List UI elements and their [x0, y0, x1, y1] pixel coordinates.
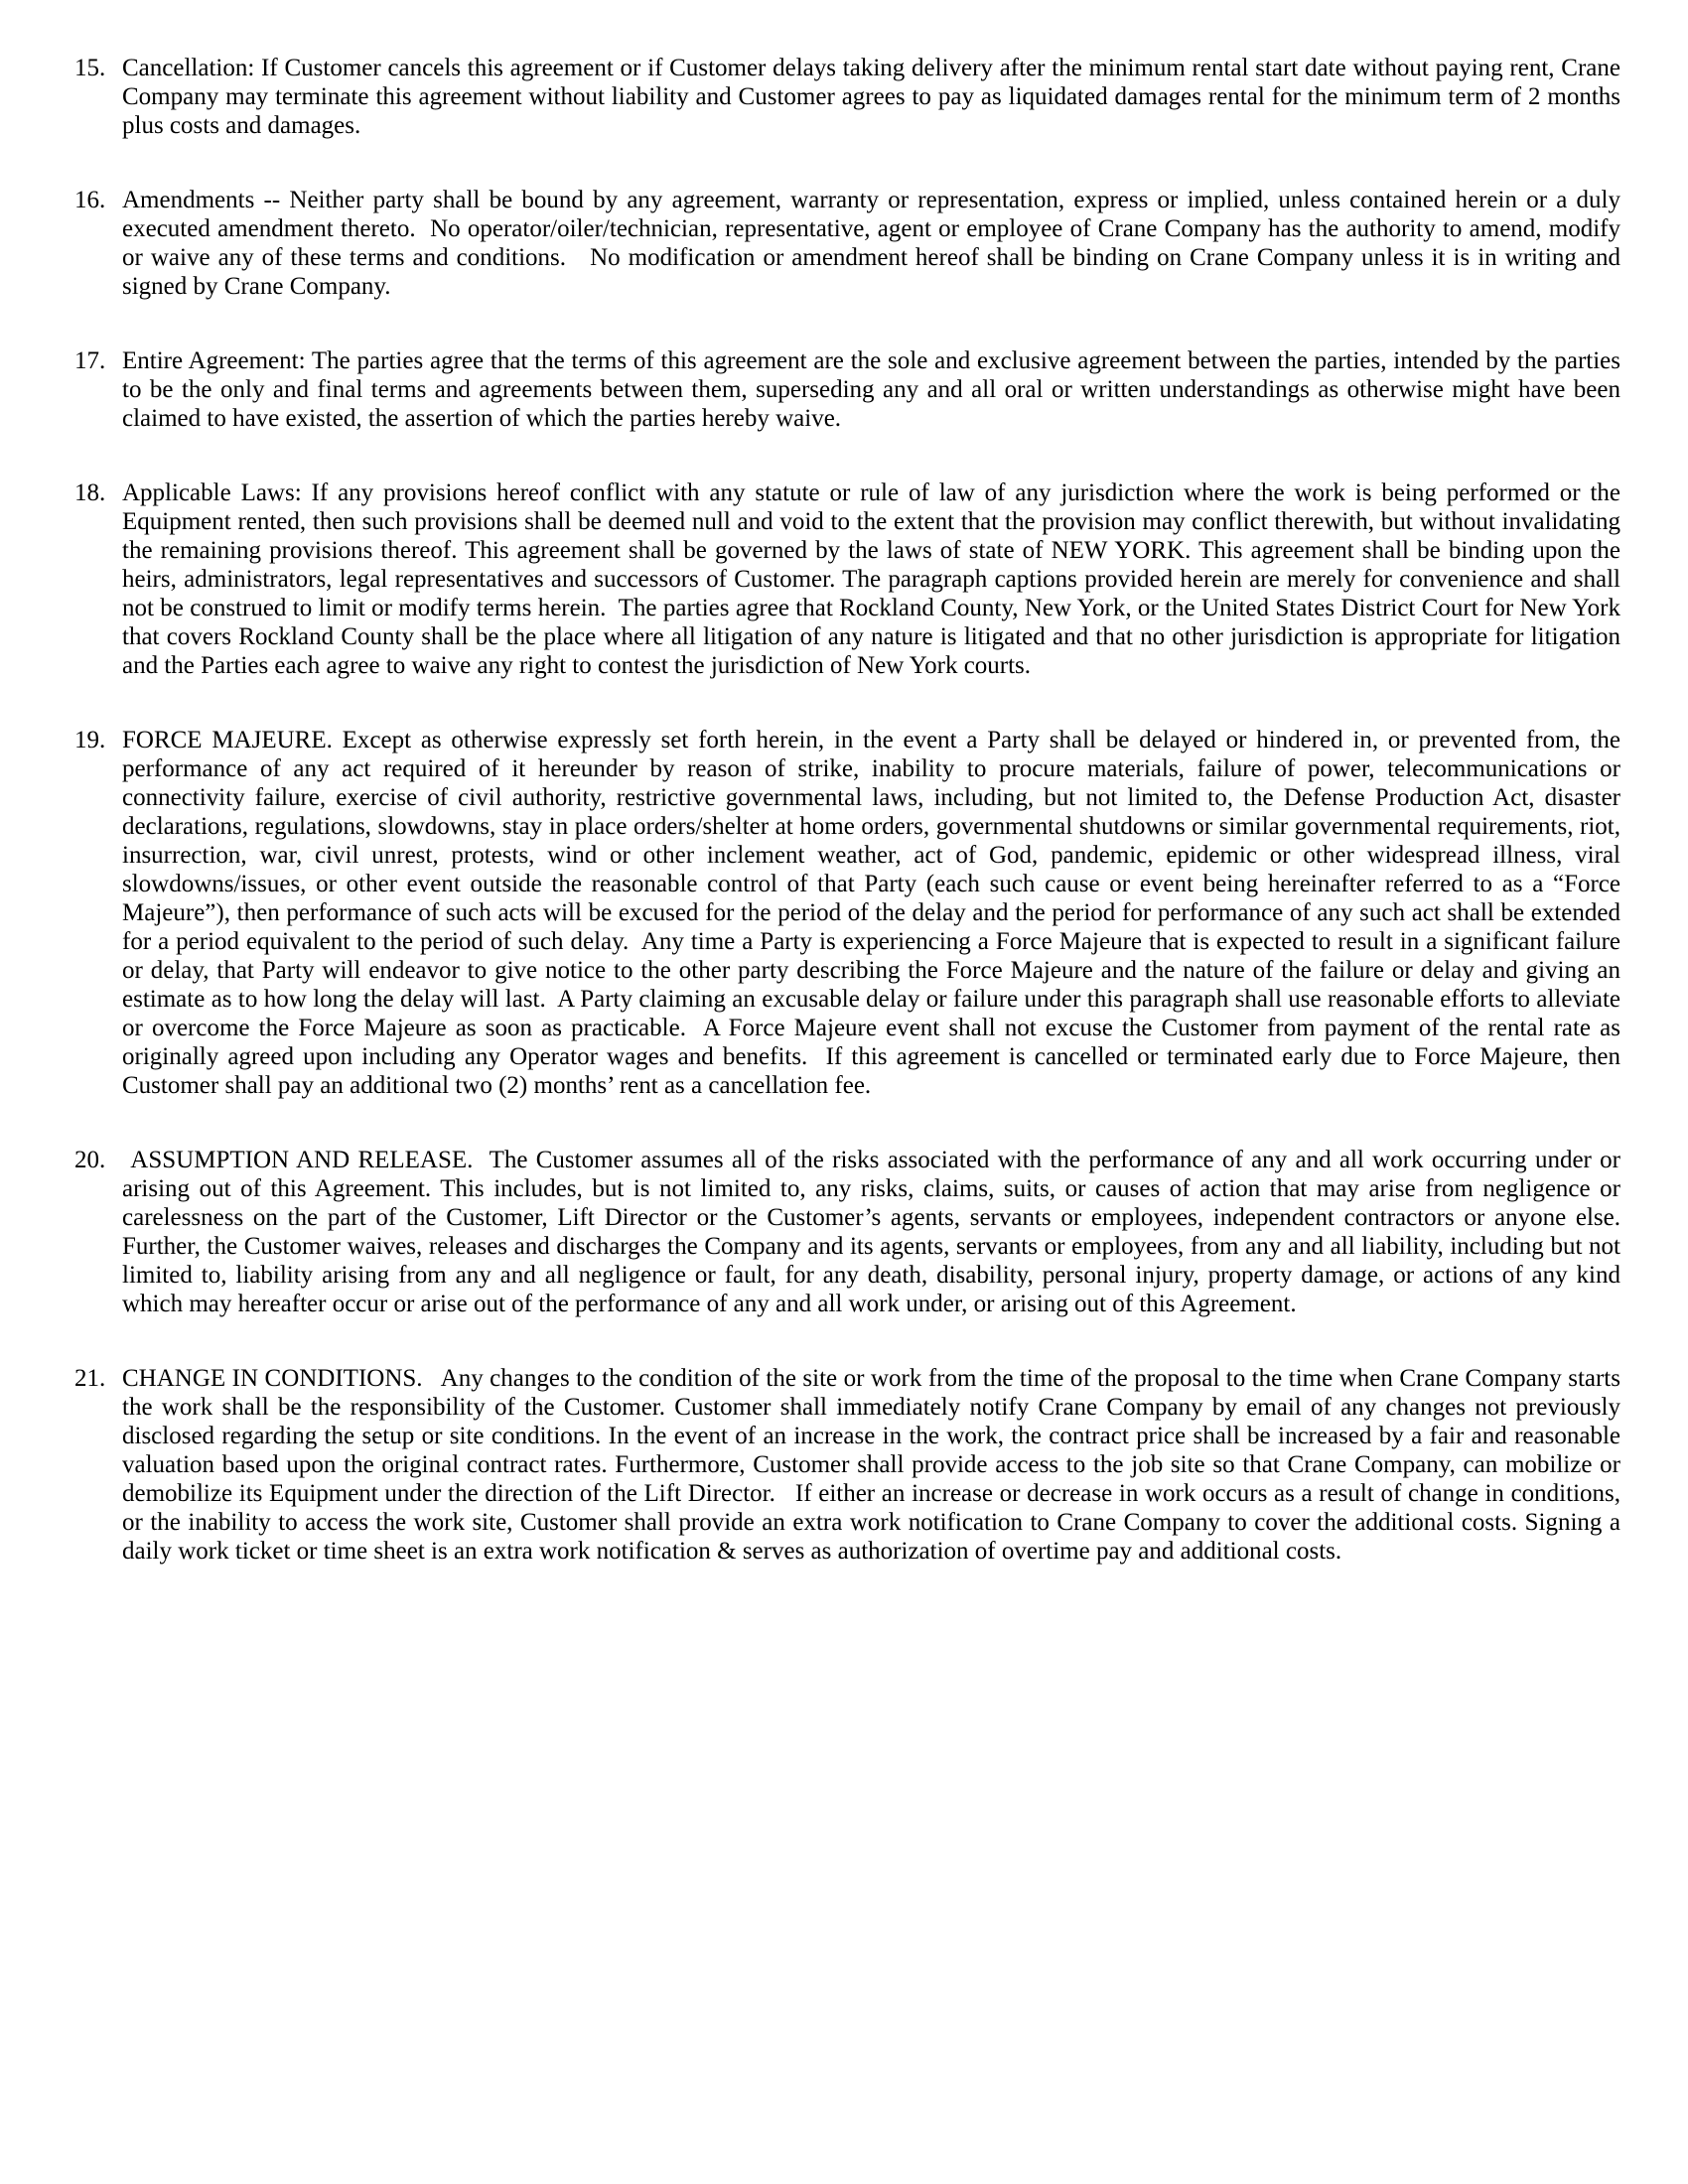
clause-text: Cancellation: If Customer cancels this agreement or if Customer delays taking delivery after the minimum rental start date without paying rent, Crane Company may terminate this agreement without liability and Customer agrees to pay as liquidated damages rental for the minimum term of 2 months plus costs and damages. — [122, 55, 1620, 139]
clause-18-applicable-laws — [74, 478, 1620, 680]
clause-number: 16. — [74, 187, 106, 213]
clause-16-amendments — [74, 186, 1620, 301]
clause-15-cancellation — [74, 54, 1620, 140]
clause-number: 19. — [74, 727, 106, 753]
clause-text: Applicable Laws: If any provisions hereof conflict with any statute or rule of law of any jurisdiction where the work is being performed or the Equipment rented, then such provisions shall be deemed null and void to the extent that the provision may conflict therewith, but without invalidating the remaining provisions thereof. This agreement shall be governed by the laws of state of NEW YORK. This agreement shall be binding upon the heirs, administrators, legal representatives and successors of Customer. The paragraph captions provided herein are merely for convenience and shall not be construed to limit or modify terms herein. The parties agree that Rockland County, New York, or the United States District Court for New York that covers Rockland County shall be the place where all litigation of any nature is litigated and that no other jurisdiction is appropriate for litigation and the Parties each agree to waive any right to contest the jurisdiction of New York courts. — [122, 479, 1620, 679]
clause-number: 15. — [74, 55, 106, 81]
clause-19-force-majeure — [74, 726, 1620, 1100]
clause-number: 20. — [74, 1147, 106, 1173]
clause-text: FORCE MAJEURE. Except as otherwise expressly set forth herein, in the event a Party shall be delayed or hindered in, or prevented from, the performance of any act required of it hereunder by reason of strike, inability to procure materials, failure of power, telecommunications or connectivity failure, exercise of civil authority, restrictive governmental laws, including, but not limited to, the Defense Production Act, disaster declarations, regulations, slowdowns, stay in place orders/shelter at home orders, governmental shutdowns or similar governmental requirements, riot, insurrection, war, civil unrest, protests, wind or other inclement weather, act of God, pandemic, epidemic or other widespread illness, viral slowdowns/issues, or other event outside the reasonable control of that Party (each such cause or event being hereinafter referred to as a “Force Majeure”), then performance of such acts will be excused for the period of the delay and the period for performance of any such act shall be extended for a period equivalent to the period of such delay. Any time a Party is experiencing a Force Majeure that is expected to result in a significant failure or delay, that Party will endeavor to give notice to the other party describing the Force Majeure and the nature of the failure or delay and giving an estimate as to how long the delay will last. A Party claiming an excusable delay or failure under this paragraph shall use reasonable efforts to alleviate or overcome the Force Majeure as soon as practicable. A Force Majeure event shall not excuse the Customer from payment of the rental rate as originally agreed upon including any Operator wages and benefits. If this agreement is cancelled or terminated early due to Force Majeure, then Customer shall pay an additional two (2) months’ rent as a cancellation fee. — [122, 727, 1620, 1099]
clause-number: 21. — [74, 1365, 106, 1392]
clause-number: 17. — [74, 347, 106, 374]
clause-text: Entire Agreement: The parties agree that the terms of this agreement are the sole and exclusive agreement between the parties, intended by the parties to be the only and final terms and agreements between them, superseding any and all oral or written understandings as otherwise might have been claimed to have existed, the assertion of which the parties hereby waive. — [122, 347, 1620, 432]
clause-text: CHANGE IN CONDITIONS. Any changes to the condition of the site or work from the time of the proposal to the time when Crane Company starts the work shall be the responsibility of the Customer. Customer shall immediately notify Crane Company by email of any changes not previously disclosed regarding the setup or site conditions. In the event of an increase in the work, the contract price shall be increased by a fair and reasonable valuation based upon the original contract rates. Furthermore, Customer shall provide access to the job site so that Crane Company, can mobilize or demobilize its Equipment under the direction of the Lift Director. If either an increase or decrease in work occurs as a result of change in conditions, or the inability to access the work site, Customer shall provide an extra work notification to Crane Company to cover the additional costs. Signing a daily work ticket or time sheet is an extra work notification & serves as authorization of overtime pay and additional costs. — [122, 1365, 1620, 1565]
clause-20-assumption-and-release — [74, 1146, 1620, 1318]
clause-21-change-in-conditions — [74, 1364, 1620, 1566]
clause-17-entire-agreement — [74, 346, 1620, 433]
clause-text: Amendments -- Neither party shall be bound by any agreement, warranty or representation, express or implied, unless contained herein or a duly executed amendment thereto. No operator/oiler/technician, representative, agent or employee of Crane Company has the authority to amend, modify or waive any of these terms and conditions. No modification or amendment hereof shall be binding on Crane Company unless it is in writing and signed by Crane Company. — [122, 187, 1620, 300]
clause-number: 18. — [74, 479, 106, 506]
clause-text: ASSUMPTION AND RELEASE. The Customer assumes all of the risks associated with the performance of any and all work occurring under or arising out of this Agreement. This includes, but is not limited to, any risks, claims, suits, or causes of action that may arise from negligence or carelessness on the part of the Customer, Lift Director or the Customer’s agents, servants or employees, independent contractors or anyone else. Further, the Customer waives, releases and discharges the Company and its agents, servants or employees, from any and all liability, including but not limited to, liability arising from any and all negligence or fault, for any death, disability, personal injury, property damage, or actions of any kind which may hereafter occur or arise out of the performance of any and all work under, or arising out of this Agreement. — [122, 1147, 1620, 1317]
